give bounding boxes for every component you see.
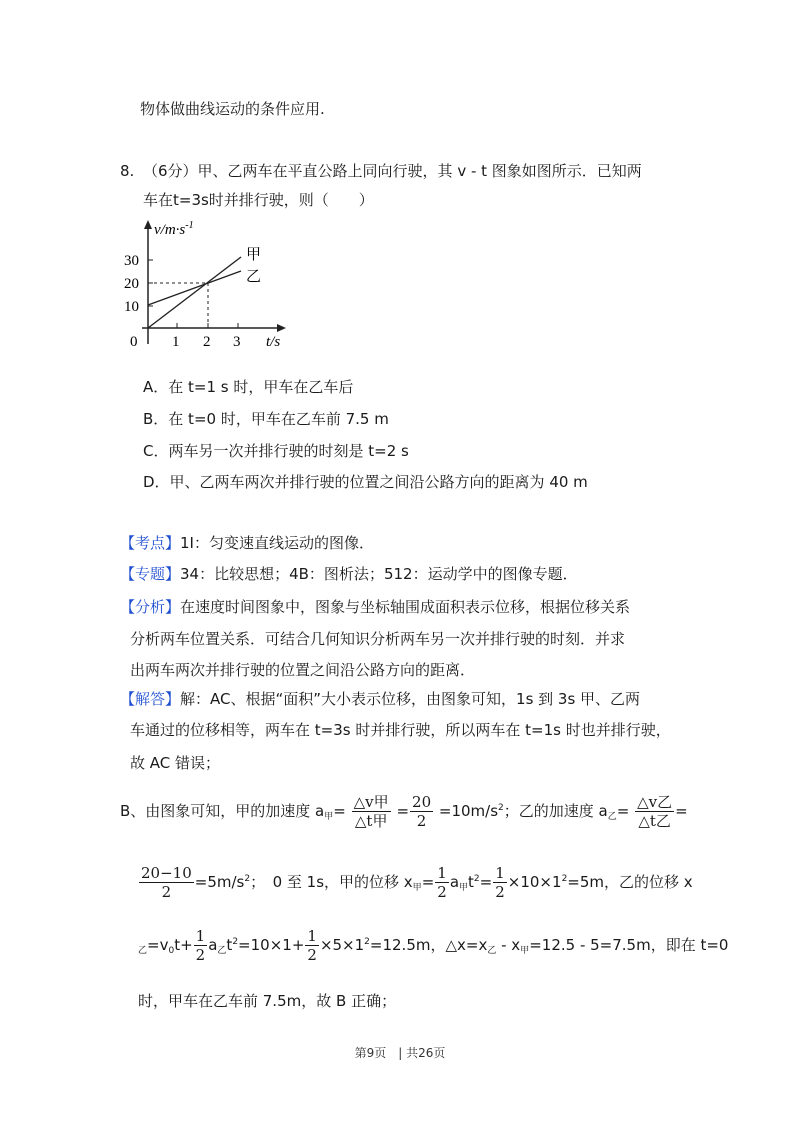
jieda-line-1 — [120, 688, 640, 710]
frac-20-10: $\frac{20-10}{2}$ — [141, 864, 192, 901]
b-line-3: $_乙=v_0t+$ $\frac{1}{2}$ $a_乙t^2=10\times 1+$ $\frac{1}{2}$ $\times 5\times 1^2=12.5m$，$\triangle x=x_乙 - x_甲=12.5 - 5=7.5m$，即在 t=0 — [138, 927, 729, 964]
option-d: D．甲、乙两车两次并排行驶的位置之间沿公路方向的距离为 40 m — [143, 473, 588, 491]
x-axis-label: t/s — [266, 334, 281, 350]
option-a: A．在 t=1 s 时，甲车在乙车后 — [143, 378, 354, 396]
jieda-line-2: 车通过的位移相等，两车在 t=3s 时并排行驶，所以两车在 t=1s 时也并排行驶， — [130, 721, 671, 739]
kaodian-line — [120, 532, 374, 554]
fenxi-text-1: 在速度时间图象中，图象与坐标轴围成面积表示位移，根据位移关系 — [180, 598, 631, 616]
y-axis-arrow — [144, 220, 152, 229]
fenxi-line-2: 分析两车位置关系．可结合几何知识分析两车另一次并排行驶的时刻．并求 — [130, 630, 626, 648]
zhuanti-text: 34：比较思想；4B：图析法；512：运动学中的图像专题． — [180, 565, 578, 583]
frac-half-4: $\frac{1}{2}$ — [307, 927, 317, 964]
fenxi-line-1 — [120, 596, 630, 618]
frac-dv-dt-jia: $\frac{\text{△v甲}}{\text{△t甲}}$ — [353, 793, 389, 830]
x-tick-1: 1 — [172, 334, 180, 350]
frac-half-1: $\frac{1}{2}$ — [437, 864, 447, 901]
b-line-1: B、由图象可知，甲的加速度 $a_甲=$ $\frac{\text{△v甲}}{\text{△t甲}}$ = $\frac{20}{2}$ $=10m/s^2$；乙的加速度 $a_乙=$ $\frac{\text{△v乙}}{\text{△t乙}}$ = — [120, 793, 688, 830]
question-number: 8. — [120, 162, 135, 180]
page-footer: 第9页 | 共26页 — [354, 1046, 446, 1060]
line-yi — [148, 271, 241, 305]
kaodian-tag: 【考点】 — [120, 534, 181, 552]
kaodian-text: 1I：匀变速直线运动的图像． — [180, 534, 374, 552]
zhuanti-line — [120, 563, 578, 585]
y-tick-10: 10 — [124, 299, 139, 315]
label-jia: 甲 — [246, 247, 262, 263]
y-tick-30: 30 — [124, 253, 139, 269]
x-tick-2: 2 — [203, 334, 211, 350]
option-c: C．两车另一次并排行驶的时刻是 t=2 s — [143, 442, 409, 460]
jieda-text-1: 解：AC、根据“面积”大小表示位移，由图象可知，1s 到 3s 甲、乙两 — [180, 690, 641, 708]
y-tick-20: 20 — [124, 276, 139, 292]
x-tick-3: 3 — [233, 334, 241, 350]
frac-dv-dt-yi: $\frac{\text{△v乙}}{\text{△t乙}}$ — [637, 793, 673, 830]
line-intro: 物体做曲线运动的条件应用. — [140, 100, 325, 118]
vt-graph — [120, 214, 290, 354]
fenxi-tag: 【分析】 — [120, 598, 181, 616]
question-text-1: （6分）甲、乙两车在平直公路上同向行驶，其 v - t 图象如图所示．已知两 — [143, 162, 642, 180]
b-line-2: $\frac{20-10}{2}$ $=5m/s^2$； 0 至 1s，甲的位移 $x_甲=$ $\frac{1}{2}$ $a_甲t^2=$ $\frac{1}{2}$ $\times 10\times 1^2=5m$，乙的位移 x — [141, 864, 693, 901]
x-axis-arrow — [277, 324, 286, 332]
fenxi-line-3: 出两车两次并排行驶的位置之间沿公路方向的距离． — [130, 661, 476, 679]
y-axis-label: $v/m\cdot s^{-1}$ — [154, 220, 194, 238]
frac-half-2: $\frac{1}{2}$ — [495, 864, 505, 901]
frac-half-3: $\frac{1}{2}$ — [195, 927, 206, 964]
zhuanti-tag: 【专题】 — [120, 565, 181, 583]
b-line-4: 时，甲车在乙车前 7.5m，故 B 正确； — [138, 992, 397, 1010]
jieda-line-3: 故 AC 错误； — [130, 754, 221, 772]
line-jia — [148, 257, 241, 328]
frac-20-2: $\frac{20}{2}$ — [412, 793, 432, 830]
jieda-tag: 【解答】 — [120, 690, 181, 708]
x-tick-0: 0 — [130, 334, 138, 350]
question-text-2: 车在t=3s时并排行驶，则（ ） — [143, 191, 374, 209]
option-b: B．在 t=0 时，甲车在乙车前 7.5 m — [143, 410, 389, 428]
label-yi: 乙 — [246, 269, 262, 285]
